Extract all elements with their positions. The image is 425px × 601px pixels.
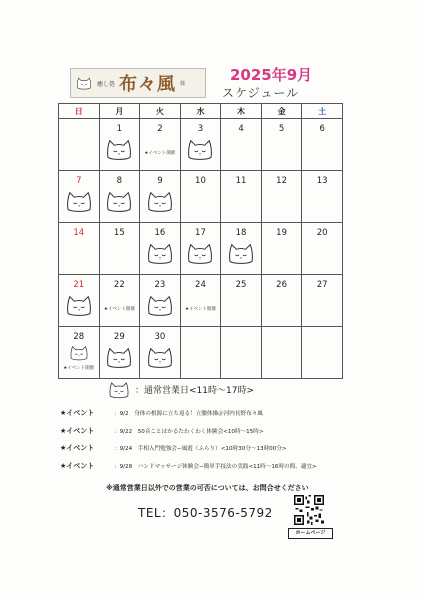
calendar-day-cell [180, 119, 221, 171]
day-number: 12 [276, 176, 287, 186]
calendar-week-row [59, 327, 343, 379]
calendar-day-cell [140, 171, 181, 223]
event-item [60, 443, 380, 453]
day-number: 30 [154, 332, 166, 342]
calendar-day-cell [180, 327, 221, 379]
cat-open-day-icon [68, 344, 90, 361]
calendar-week-row [59, 171, 343, 223]
event-label: ★イベント [60, 444, 95, 453]
day-number: 6 [319, 124, 325, 134]
cat-open-day-icon [145, 241, 175, 265]
event-description: ：9/28 ハンドマッサージ体験会−簡単手技法の実践<11時～16時の間、適宜> [114, 463, 317, 470]
calendar-day-cell [261, 119, 302, 171]
day-number: 10 [195, 176, 206, 186]
day-number: 4 [238, 124, 244, 134]
event-marker: ★イベント開催 [144, 151, 176, 156]
homepage-button[interactable]: ホームページ [288, 528, 333, 539]
cat-legend-icon [107, 380, 131, 399]
calendar-day-cell [99, 327, 140, 379]
calendar-day-cell [180, 223, 221, 275]
calendar-day-cell [221, 327, 262, 379]
calendar-week-row [59, 275, 343, 327]
calendar-day-cell [59, 119, 100, 171]
calendar-day-cell [99, 275, 140, 327]
weekday-header: 月 [99, 104, 140, 119]
day-number: 1 [116, 124, 123, 134]
cat-open-day-icon [185, 241, 215, 265]
day-number: 24 [195, 280, 206, 290]
legend [107, 380, 254, 399]
calendar-day-cell [59, 223, 100, 275]
logo-name: 布々風 [119, 74, 177, 95]
event-description: ：9/24 手相入門勉強会−風遊（ふらり）<10時30分～13時00分> [114, 446, 287, 453]
cat-open-day-icon [64, 293, 94, 317]
day-number: 28 [73, 332, 85, 342]
weekday-header: 火 [140, 104, 181, 119]
calendar-day-cell [140, 275, 181, 327]
day-number: 14 [73, 228, 85, 238]
day-number: 26 [276, 280, 287, 290]
cat-open-day-icon [226, 241, 256, 265]
calendar-day-cell [59, 275, 100, 327]
calendar-day-cell [99, 119, 140, 171]
event-item [60, 408, 380, 418]
contact-note: ※通常営業日以外での営業の可否については、お問合せください [106, 484, 309, 492]
event-label: ★イベント [60, 461, 95, 470]
calendar-day-cell [180, 171, 221, 223]
event-marker: ★イベント開催 [184, 307, 216, 312]
day-number: 7 [76, 176, 82, 186]
event-label: ★イベント [60, 409, 95, 417]
cat-open-day-icon [145, 293, 175, 317]
day-number: 3 [197, 124, 204, 134]
day-number: 22 [113, 280, 125, 290]
calendar-day-cell [59, 327, 100, 379]
calendar-day-cell [140, 119, 181, 171]
day-number: 27 [316, 280, 328, 290]
cat-open-day-icon [64, 189, 94, 213]
calendar-day-cell [180, 275, 221, 327]
calendar-day-cell [221, 223, 262, 275]
cat-open-day-icon [185, 137, 215, 161]
cat-open-day-icon [145, 345, 175, 369]
event-marker: ★イベント開催 [63, 366, 95, 371]
day-number: 8 [116, 176, 123, 186]
calendar-day-cell [302, 119, 343, 171]
calendar-day-cell [140, 327, 181, 379]
cat-open-day-icon [104, 189, 134, 213]
event-description: ：9/22 50音ことはかるたわくわく体験会<10時～15時> [114, 428, 264, 435]
weekday-header: 金 [261, 104, 302, 119]
day-number: 5 [278, 124, 285, 134]
qr-code-icon[interactable] [294, 495, 324, 525]
calendar-day-cell [261, 171, 302, 223]
calendar-day-cell [302, 223, 343, 275]
calendar-table [58, 103, 343, 379]
telephone: TEL：050-3576-5792 [138, 506, 273, 520]
schedule-subtitle: スケジュール [222, 86, 300, 100]
calendar-day-cell [99, 171, 140, 223]
logo-tail: 様 [180, 80, 186, 87]
weekday-header: 土 [302, 104, 343, 119]
day-number: 13 [316, 176, 328, 186]
day-number: 19 [276, 228, 287, 238]
cat-logo-icon [75, 76, 93, 90]
event-item [60, 461, 380, 471]
logo [70, 68, 206, 98]
logo-subtext: 癒し処 [97, 80, 116, 88]
day-number: 18 [235, 228, 247, 238]
cat-open-day-icon [104, 345, 134, 369]
calendar-day-cell [221, 171, 262, 223]
day-number: 2 [157, 124, 163, 134]
calendar-day-cell [221, 119, 262, 171]
day-number: 29 [113, 332, 125, 342]
event-label: ★イベント [60, 426, 95, 435]
day-number: 20 [316, 228, 328, 238]
month-title: 2025年9月 [230, 66, 313, 84]
day-number: 16 [154, 228, 166, 238]
cat-open-day-icon [145, 189, 175, 213]
calendar-day-cell [261, 327, 302, 379]
weekday-header: 水 [180, 104, 221, 119]
calendar-day-cell [302, 171, 343, 223]
event-marker: ★イベント開催 [103, 307, 135, 312]
cat-open-day-icon [104, 137, 134, 161]
event-description: ：9/2 身体の根源に立ち返る！立腰体操＠河内長野布々風 [114, 411, 263, 417]
calendar-week-row [59, 119, 343, 171]
calendar-day-cell [140, 223, 181, 275]
calendar-body [59, 119, 343, 379]
day-number: 25 [235, 280, 247, 290]
weekday-header-row [59, 104, 343, 119]
calendar-day-cell [261, 223, 302, 275]
day-number: 17 [195, 228, 206, 238]
day-number: 23 [154, 280, 166, 290]
weekday-header: 日 [59, 104, 100, 119]
calendar-day-cell [302, 275, 343, 327]
calendar-day-cell [59, 171, 100, 223]
event-item [60, 426, 380, 436]
day-number: 15 [113, 228, 125, 238]
day-number: 9 [157, 176, 163, 186]
weekday-header: 木 [221, 104, 262, 119]
day-number: 11 [235, 176, 247, 186]
calendar-day-cell [302, 327, 343, 379]
day-number: 21 [73, 280, 85, 290]
calendar-day-cell [261, 275, 302, 327]
calendar-day-cell [99, 223, 140, 275]
event-list [60, 408, 380, 478]
calendar-week-row [59, 223, 343, 275]
calendar-day-cell [221, 275, 262, 327]
legend-text: ：通常営業日<11時～17時> [135, 386, 254, 396]
